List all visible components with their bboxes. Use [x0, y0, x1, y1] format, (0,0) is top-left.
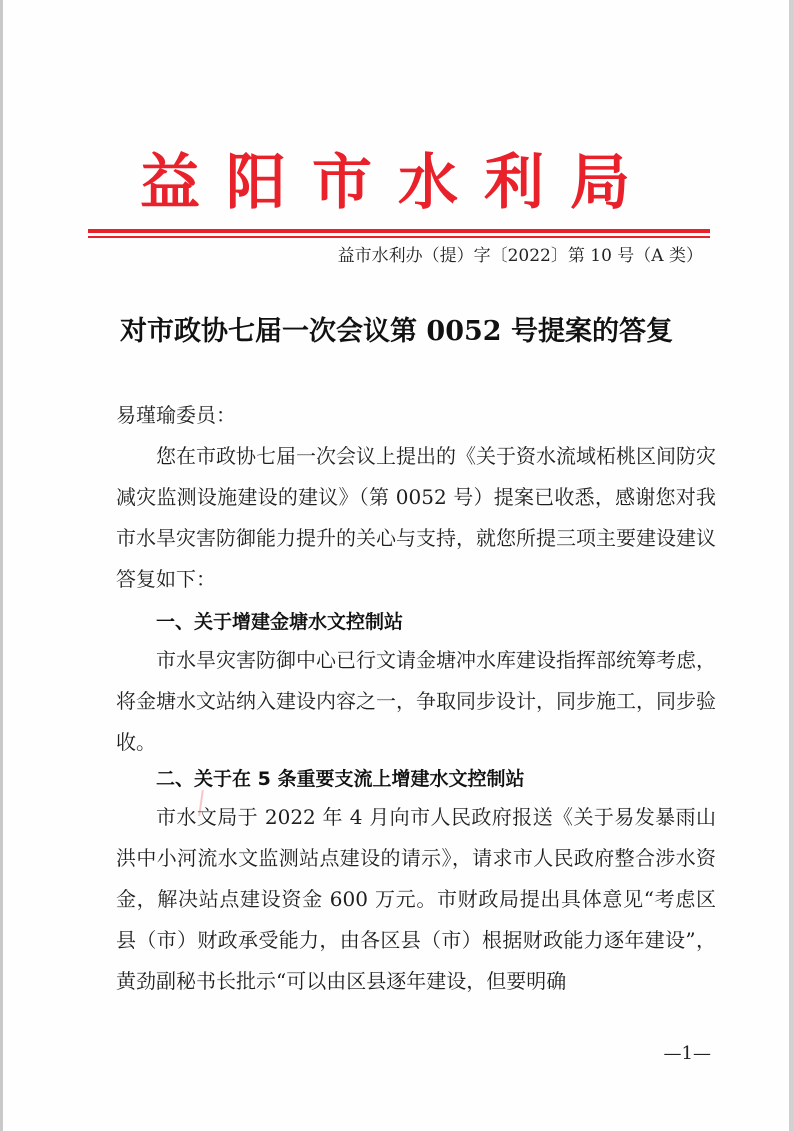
- section-1-paragraph: 市水旱灾害防御中心已行文请金塘冲水库建设指挥部统筹考虑，将金塘水文站纳入建设内容之一，争取同步设计，同步施工，同步验收。: [116, 648, 716, 754]
- letterhead-red-rule-thick: [88, 229, 710, 233]
- section-2-paragraph: 市水文局于 2022 年 4 月向市人民政府报送《关于易发暴雨山洪中小河流水文监测站点建设的请示》，请求市人民政府整合涉水资金，解决站点建设资金 600 万元。市财政局提出具体意见“考虑区县（市）财政承受能力，由各区县（市）根据财政能力逐年建设”，黄劲副秘书长批示“可以由区县逐年建设，但要明确: [116, 805, 716, 993]
- letterhead-red-rule-thin: [88, 236, 710, 238]
- page-edge-left: [0, 0, 3, 1131]
- page-edge-right: [789, 0, 793, 1131]
- section-1-heading: 一、关于增建金塘水文控制站: [156, 611, 404, 633]
- document-title: 对市政协七届一次会议第 0052 号提案的答复: [120, 316, 673, 347]
- org-letterhead-title: 益阳市水利局: [140, 148, 656, 218]
- document-number: 益市水利办（提）字〔2022〕第 10 号（A 类）: [337, 246, 703, 266]
- page-number: —1—: [663, 1043, 711, 1064]
- intro-paragraph: 您在市政协七届一次会议上提出的《关于资水流域柘桃区间防灾减灾监测设施建设的建议》（第 0052 号）提案已收悉，感谢您对我市水旱灾害防御能力提升的关心与支持，就您所提三项主要建设建议答复如下：: [116, 444, 716, 591]
- salutation: 易瑾瑜委员：: [116, 403, 236, 427]
- section-2-heading: 二、关于在 5 条重要支流上增建水文控制站: [156, 768, 525, 790]
